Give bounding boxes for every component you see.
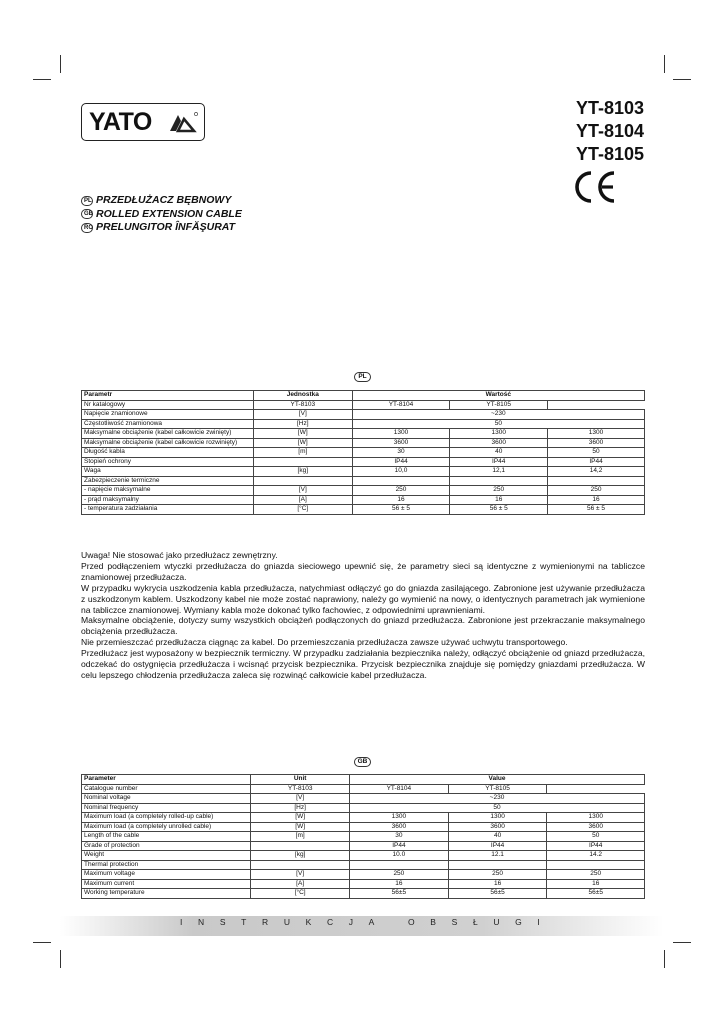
param-header: Parameter [82,775,251,785]
footer-letter: R [262,917,269,927]
param-cell: Długość kabla [82,448,254,458]
footer-letter: N [198,917,205,927]
title-row [81,208,242,222]
unit-cell [251,860,350,870]
param-cell: Nr katalogowy [82,400,254,410]
table-row [82,860,645,870]
param-cell: Waga [82,467,254,477]
value-cell: 50 [547,832,645,842]
value-cell: 3600 [350,822,449,832]
safety-notes-pl [81,550,645,681]
unit-cell: [V] [251,794,350,804]
value-cell: 16 [352,495,450,505]
value-header: Wartość [352,391,644,401]
param-cell: Weight [82,851,251,861]
footer-letter: G [515,917,522,927]
param-cell: Catalogue number [82,784,251,794]
value-cell: 56±5 [547,889,645,899]
unit-cell [253,476,352,486]
table-row [82,419,645,429]
value-cell: 250 [450,486,548,496]
value-cell: IP44 [448,841,547,851]
param-cell: Częstotliwość znamionowa [82,419,254,429]
value-cell: 3600 [547,822,645,832]
value-cell [350,860,449,870]
language-badge: RO [81,223,93,233]
value-cell: 1300 [450,429,548,439]
footer-letter: U [493,917,500,927]
table-row [82,841,645,851]
param-cell: Nominal voltage [82,794,251,804]
param-cell: Maximum load (a completely rolled-up cable) [82,813,251,823]
param-cell: - prąd maksymalny [82,495,254,505]
value-cell: 10,0 [352,467,450,477]
value-cell: 10.0 [350,851,449,861]
value-cell: 50 [352,419,644,429]
value-cell: 3600 [352,438,450,448]
value-cell: YT-8103 [253,400,352,410]
value-cell: 1300 [352,429,450,439]
value-cell: 50 [350,803,645,813]
title-text: ROLLED EXTENSION CABLE [96,207,242,220]
unit-cell: [Hz] [251,803,350,813]
unit-cell: [m] [253,448,352,458]
value-cell: 56±5 [448,889,547,899]
unit-cell: [W] [253,429,352,439]
value-cell: 250 [547,870,645,880]
crop-mark [664,950,665,968]
table-row [82,495,645,505]
value-cell: 56±5 [350,889,449,899]
footer-letter: S [219,917,226,927]
note-paragraph: Przed podłączeniem wtyczki przedłużacza do gniazda sieciowego upewnić się, że parametry sieci są identyczne z wymienionymi na tabliczce znamionowej przedłużacza. [81,560,645,582]
param-header: Parametr [82,391,254,401]
param-cell: Zabezpieczenie termiczne [82,476,254,486]
table-row [82,438,645,448]
param-cell: Napięcie znamionowe [82,410,254,420]
crop-mark [673,79,691,80]
unit-header: Unit [251,775,350,785]
value-cell [548,476,645,486]
value-cell: 14,2 [548,467,645,477]
unit-cell: [V] [251,870,350,880]
table-row [82,448,645,458]
value-cell: 16 [548,495,645,505]
unit-header: Jednostka [253,391,352,401]
footer-label [180,917,540,927]
value-cell: 16 [350,879,449,889]
note-paragraph: W przypadku wykrycia uszkodzenia kabla przedłużacza, natychmiast odłączyć go do gniazda zasilającego. Zabronione jest używanie przedłużacza z uszkodzonym kablem. Uszkodzony kabel nie może zostać naprawiony, należy go wymienić na nowy, o identycznych parametrach jak wymienione na tabliczce znamionowej. Wymiany kabla może dokonać tylko fachowiec, z odpowiednimi uprawnieniami. [81,582,645,615]
value-cell: IP44 [350,841,449,851]
table-row [82,505,645,515]
ce-mark-icon [572,170,618,204]
value-cell: 250 [352,486,450,496]
value-cell: YT-8103 [251,784,350,794]
title-row [81,194,242,208]
unit-cell: [W] [251,822,350,832]
language-badge: PL [81,196,93,206]
title-text: PRZEDŁUŻACZ BĘBNOWY [96,194,232,206]
footer-letter: I [537,917,540,927]
section-badge-gb: GB [354,757,371,767]
value-cell: 16 [448,879,547,889]
brand-logo-text: YATO [89,108,152,136]
param-cell: Stopień ochrony [82,457,254,467]
value-cell: YT-8104 [350,784,449,794]
value-cell: 250 [548,486,645,496]
param-cell: Length of the cable [82,832,251,842]
unit-cell: [W] [253,438,352,448]
table-row [82,467,645,477]
table-row [82,410,645,420]
value-cell: YT-8105 [450,400,548,410]
table-row [82,476,645,486]
footer-letter: A [368,917,375,927]
value-cell: 12.1 [448,851,547,861]
value-cell: YT-8105 [448,784,547,794]
value-cell: 3600 [548,438,645,448]
value-cell: 56 ± 5 [450,505,548,515]
unit-cell: [W] [251,813,350,823]
table-row [82,813,645,823]
unit-cell: [A] [251,879,350,889]
value-cell: 1300 [547,813,645,823]
value-cell: 40 [450,448,548,458]
param-cell: Working temperature [82,889,251,899]
table-row [82,851,645,861]
value-cell: 250 [350,870,449,880]
footer-letter [390,917,392,927]
crop-mark [33,942,51,943]
table-row [82,400,645,410]
footer-letter: K [305,917,312,927]
crop-mark [664,55,665,73]
table-row [82,879,645,889]
footer-letter: T [241,917,247,927]
unit-cell [251,841,350,851]
title-row [81,221,242,235]
table-row [82,832,645,842]
value-cell [352,476,450,486]
model-number: YT-8105 [575,144,644,164]
unit-cell: [kg] [253,467,352,477]
crop-mark [60,950,61,968]
model-number: YT-8103 [575,98,644,118]
value-cell: 250 [448,870,547,880]
value-cell: 3600 [448,822,547,832]
unit-cell: [°C] [251,889,350,899]
param-cell: - temperatura zadziałania [82,505,254,515]
unit-cell: [Hz] [253,419,352,429]
value-cell: 12,1 [450,467,548,477]
value-cell: 40 [448,832,547,842]
note-paragraph: Uwaga! Nie stosować jako przedłużacz zewnętrzny. [81,550,278,560]
unit-cell [253,457,352,467]
crop-mark [60,55,61,73]
footer-letter: I [180,917,183,927]
param-cell: Maksymalne obciążenie (kabel całkowicie zwinięty) [82,429,254,439]
table-row [82,429,645,439]
value-cell: IP44 [450,457,548,467]
crop-mark [673,942,691,943]
table-row [82,870,645,880]
param-cell: Maximum load (a completely unrolled cable) [82,822,251,832]
unit-cell: [V] [253,486,352,496]
brand-logo-mark-icon [168,111,198,133]
unit-cell: [m] [251,832,350,842]
footer-letter: S [451,917,458,927]
footer-letter: J [348,917,353,927]
note-paragraph: Nie przemieszczać przedłużacza ciągnąc za kabel. Do przemieszczania przedłużacza zawsze używać uchwytu transportowego. [81,637,568,648]
brand-logo [81,103,205,141]
table-row [82,803,645,813]
param-cell: Maximum current [82,879,251,889]
language-badge: GB [81,209,93,219]
footer-letter: U [283,917,290,927]
param-cell: - napięcie maksymalne [82,486,254,496]
note-paragraph: Przedłużacz jest wyposażony w bezpiecznik termiczny. W przypadku zadziałania bezpiecznika należy, odłączyć obciążenie od gniazd przedłużacza, odczekać do ostygnięcia przedłużacza i wcisnąć przycisk bezpiecznika. Przycisk bezpiecznika znajduje się pomiędzy gniazdami przedłużacza. W celu lepszego chłodzenia przedłużacza zaleca się rozwinąć całkowicie kabel przedłużacza. [81,648,645,680]
table-row [82,794,645,804]
value-cell: 1300 [448,813,547,823]
value-cell: 56 ± 5 [352,505,450,515]
value-header: Value [350,775,645,785]
value-cell: 30 [350,832,449,842]
param-cell: Maximum voltage [82,870,251,880]
value-cell: 50 [548,448,645,458]
param-cell: Thermal protection [82,860,251,870]
value-cell: IP44 [547,841,645,851]
value-cell [547,860,645,870]
value-cell: 30 [352,448,450,458]
param-cell: Maksymalne obciążenie (kabel całkowicie rozwinięty) [82,438,254,448]
footer-letter: C [326,917,334,927]
crop-mark [33,79,51,80]
model-number: YT-8104 [575,121,644,141]
note-paragraph: Maksymalne obciążenie, dotyczy sumy wszystkich obciążeń podłączonych do gniazd przedłużacza. Zabronione jest przekraczanie maksymalnego obciążenia przedłużacza. [81,615,645,637]
value-cell [450,476,548,486]
product-titles [81,194,242,235]
value-cell: 3600 [450,438,548,448]
spec-table-gb [81,774,645,899]
section-badge-pl: PL [354,372,371,382]
unit-cell: [°C] [253,505,352,515]
footer-letter: B [430,917,436,927]
footer-letter: O [408,917,415,927]
value-cell: 16 [450,495,548,505]
value-cell: IP44 [352,457,450,467]
value-cell [448,860,547,870]
value-cell: 16 [547,879,645,889]
value-cell: 1300 [548,429,645,439]
footer-letter: Ł [472,917,478,927]
value-cell: IP44 [548,457,645,467]
unit-cell: [kg] [251,851,350,861]
value-cell: 14.2 [547,851,645,861]
unit-cell: [A] [253,495,352,505]
table-row [82,486,645,496]
value-cell: 56 ± 5 [548,505,645,515]
model-numbers [576,97,644,166]
table-row [82,457,645,467]
param-cell: Grade of protection [82,841,251,851]
value-cell: YT-8104 [352,400,450,410]
title-text: PRELUNGITOR ÎNFĂŞURAT [96,221,236,233]
table-row [82,784,645,794]
spec-table-pl [81,390,645,515]
param-cell: Nominal frequency [82,803,251,813]
unit-cell: [V] [253,410,352,420]
value-cell: ~230 [352,410,644,420]
table-row [82,822,645,832]
table-row [82,889,645,899]
value-cell: 1300 [350,813,449,823]
value-cell: ~230 [350,794,645,804]
